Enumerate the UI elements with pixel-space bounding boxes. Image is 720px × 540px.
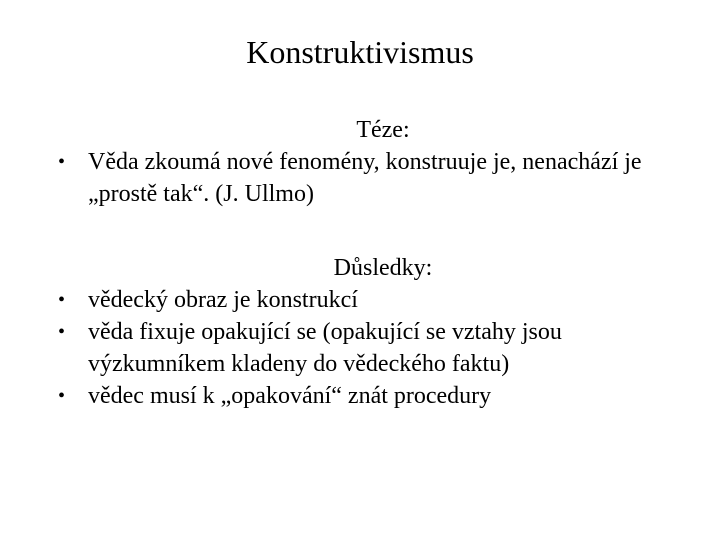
list-item [58, 146, 678, 210]
teze-bullet-list [58, 146, 678, 210]
bullet-icon: • [58, 385, 66, 407]
slide-content [58, 114, 678, 412]
section-heading-teze: Téze: [356, 117, 410, 143]
list-item-text: vědecký obraz je konstrukcí [88, 287, 358, 313]
section-heading-dusledky: Důsledky: [333, 255, 433, 281]
list-item [58, 316, 678, 380]
bullet-icon: • [58, 151, 66, 173]
bullet-icon: • [58, 321, 66, 343]
list-item [58, 380, 678, 412]
list-item [58, 284, 678, 316]
list-item-text: věda fixuje opakující se (opakující se vztahy jsou výzkumníkem kladeny do vědeckého faktu) [88, 319, 562, 377]
list-item-text: Věda zkoumá nové fenomény, konstruuje je, nenachází je „prostě tak“. (J. Ullmo) [88, 149, 642, 207]
list-item-text: vědec musí k „opakování“ znát procedury [88, 383, 492, 409]
bullet-icon: • [58, 289, 66, 311]
dusledky-bullet-list [58, 284, 678, 412]
slide-title: Konstruktivismus [246, 34, 474, 70]
